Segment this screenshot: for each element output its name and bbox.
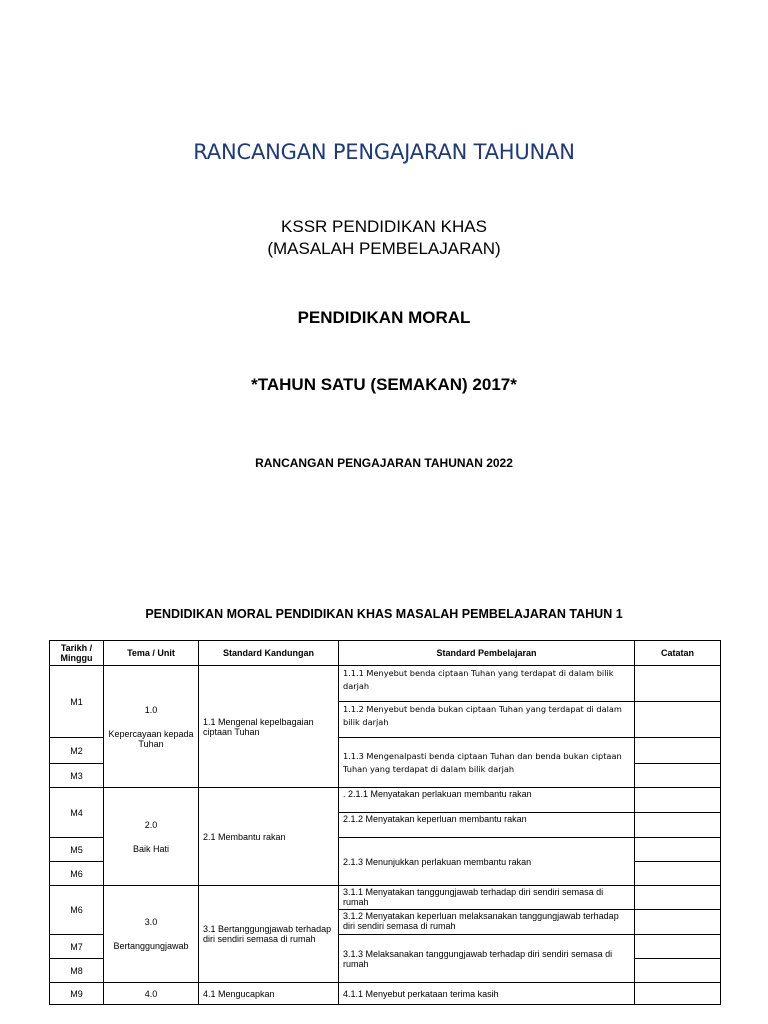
theme-name: Kepercayaan kepada Tuhan bbox=[108, 728, 194, 749]
notes-cell bbox=[635, 983, 721, 1005]
content-standard-cell: 1.1 Mengenal kepelbagaian ciptaan Tuhan bbox=[199, 666, 339, 788]
learning-standard-cell: 1.1.3 Mengenalpasti benda ciptaan Tuhan dan benda bukan ciptaan Tuhan yang terdapat di dalam bilik darjah bbox=[339, 738, 635, 788]
theme-number: 2.0 bbox=[144, 819, 158, 830]
week-cell: M5 bbox=[50, 838, 104, 862]
theme-cell bbox=[104, 788, 199, 886]
table-row bbox=[50, 983, 721, 1005]
subtitle-line-1: KSSR PENDIDIKAN KHAS bbox=[281, 217, 487, 236]
notes-cell bbox=[635, 702, 721, 738]
theme-cell: 4.0 bbox=[104, 983, 199, 1005]
notes-cell bbox=[635, 788, 721, 813]
notes-cell bbox=[635, 886, 721, 910]
learning-standard-cell: 4.1.1 Menyebut perkataan terima kasih bbox=[339, 983, 635, 1005]
notes-cell bbox=[635, 959, 721, 983]
week-cell: M9 bbox=[50, 983, 104, 1005]
header-notes: Catatan bbox=[635, 641, 721, 666]
week-cell: M3 bbox=[50, 764, 104, 788]
subject-title: PENDIDIKAN MORAL bbox=[297, 308, 471, 327]
notes-cell bbox=[635, 666, 721, 702]
content-standard-cell: 3.1 Bertanggungjawab terhadap diri sendiri semasa di rumah bbox=[199, 886, 339, 983]
plan-year-title: RANCANGAN PENGAJARAN TAHUNAN 2022 bbox=[255, 456, 513, 470]
table-row bbox=[50, 886, 721, 910]
theme-name: Bertanggungjawab bbox=[113, 941, 189, 951]
week-cell: M2 bbox=[50, 738, 104, 764]
learning-standard-cell: 3.1.1 Menyatakan tanggungjawab terhadap diri sendiri semasa di rumah bbox=[339, 886, 635, 910]
notes-cell bbox=[635, 738, 721, 764]
page-title: RANCANGAN PENGAJARAN TAHUNAN bbox=[193, 140, 575, 164]
week-cell: M6 bbox=[50, 886, 104, 935]
theme-number: 1.0 bbox=[144, 704, 158, 715]
header-week: Tarikh / Minggu bbox=[50, 641, 104, 666]
week-cell: M6 bbox=[50, 862, 104, 886]
theme-name: Baik Hati bbox=[132, 843, 169, 854]
learning-standard-cell: 3.1.3 Melaksanakan tanggungjawab terhadap diri sendiri semasa di rumah bbox=[339, 935, 635, 983]
notes-cell bbox=[635, 813, 721, 838]
week-cell: M4 bbox=[50, 788, 104, 838]
header-learning-standard: Standard Pembelajaran bbox=[339, 641, 635, 666]
table-title: PENDIDIKAN MORAL PENDIDIKAN KHAS MASALAH PEMBELAJARAN TAHUN 1 bbox=[145, 607, 623, 621]
week-cell: M8 bbox=[50, 959, 104, 983]
table-row bbox=[50, 788, 721, 813]
lesson-plan-table bbox=[49, 640, 721, 1005]
content-standard-cell: 2.1 Membantu rakan bbox=[199, 788, 339, 886]
notes-cell bbox=[635, 935, 721, 959]
learning-standard-cell: 2.1.3 Menunjukkan perlakuan membantu rakan bbox=[339, 838, 635, 886]
notes-cell bbox=[635, 910, 721, 935]
week-cell: M7 bbox=[50, 935, 104, 959]
learning-standard-cell: 3.1.2 Menyatakan keperluan melaksanakan tanggungjawab terhadap diri sendiri semasa di rumah bbox=[339, 910, 635, 935]
notes-cell bbox=[635, 764, 721, 788]
year-title: *TAHUN SATU (SEMAKAN) 2017* bbox=[251, 375, 517, 394]
header-content-standard: Standard Kandungan bbox=[199, 641, 339, 666]
subtitle-block bbox=[0, 216, 768, 260]
notes-cell bbox=[635, 838, 721, 862]
week-cell: M1 bbox=[50, 666, 104, 738]
theme-cell bbox=[104, 886, 199, 983]
learning-standard-cell: . 2.1.1 Menyatakan perlakuan membantu rakan bbox=[339, 788, 635, 813]
learning-standard-cell: 2.1.2 Menyatakan keperluan membantu rakan bbox=[339, 813, 635, 838]
table-row bbox=[50, 666, 721, 702]
theme-cell bbox=[104, 666, 199, 788]
content-standard-cell: 4.1 Mengucapkan bbox=[199, 983, 339, 1005]
subtitle-line-2: (MASALAH PEMBELAJARAN) bbox=[267, 239, 501, 258]
table-header-row bbox=[50, 641, 721, 666]
header-theme: Tema / Unit bbox=[104, 641, 199, 666]
learning-standard-cell: 1.1.2 Menyebut benda bukan ciptaan Tuhan yang terdapat di dalam bilik darjah bbox=[339, 702, 635, 738]
notes-cell bbox=[635, 862, 721, 886]
learning-standard-cell: 1.1.1 Menyebut benda ciptaan Tuhan yang terdapat di dalam bilik darjah bbox=[339, 666, 635, 702]
theme-number: 3.0 bbox=[144, 917, 158, 927]
